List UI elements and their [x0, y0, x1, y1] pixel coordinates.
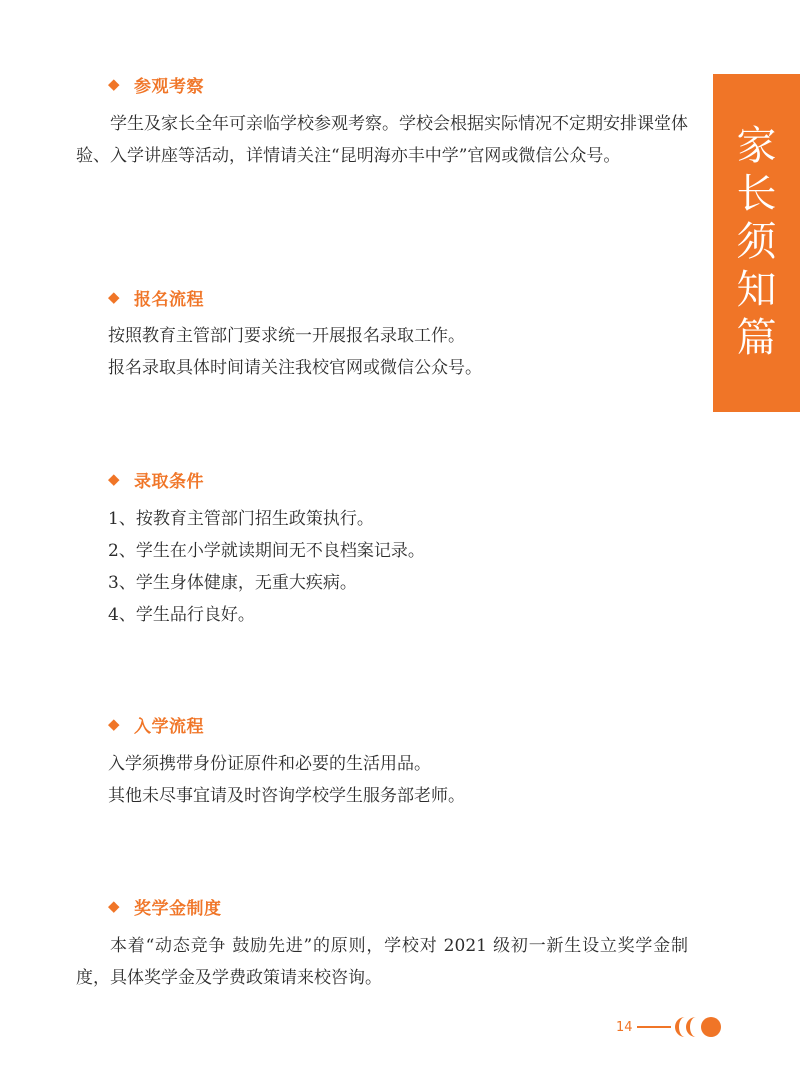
registration-line-2: 报名录取具体时间请关注我校官网或微信公众号。: [108, 358, 482, 378]
diamond-bullet-icon: ◆: [108, 75, 120, 93]
side-tab: [713, 74, 800, 412]
section-heading-scholarship: [108, 894, 222, 918]
admission-item-3: 3、学生身体健康，无重大疾病。: [108, 573, 357, 593]
diamond-bullet-icon: ◆: [108, 288, 120, 306]
section-heading-registration: [108, 285, 204, 309]
section-title: 参观考察: [134, 76, 204, 97]
side-tab-title: 家长须知篇: [736, 123, 777, 361]
enrollment-line-2: 其他未尽事宜请及时咨询学校学生服务部老师。: [108, 786, 465, 806]
section-paragraph-scholarship: 本着“动态竞争 鼓励先进”的原则，学校对 2021 级初一新生设立奖学金制度，具体奖学金及学费政策请来校咨询。: [76, 936, 688, 988]
section-heading-admission: [108, 467, 204, 491]
registration-line-1: 按照教育主管部门要求统一开展报名录取工作。: [108, 326, 465, 346]
section-title: 录取条件: [134, 471, 204, 492]
section-title: 奖学金制度: [134, 898, 222, 919]
diamond-bullet-icon: ◆: [108, 470, 120, 488]
diamond-bullet-icon: ◆: [108, 897, 120, 915]
enrollment-line-1: 入学须携带身份证原件和必要的生活用品。: [108, 754, 431, 774]
footer-rule: [637, 1026, 671, 1028]
diamond-bullet-icon: ◆: [108, 715, 120, 733]
footer-dots-icon: [675, 1016, 723, 1038]
page-number: 14: [616, 1019, 633, 1035]
section-heading-enrollment: [108, 712, 204, 736]
section-title: 报名流程: [134, 289, 204, 310]
section-title: 入学流程: [134, 716, 204, 737]
admission-item-1: 1、按教育主管部门招生政策执行。: [108, 509, 374, 529]
admission-item-2: 2、学生在小学就读期间无不良档案记录。: [108, 541, 425, 561]
page-footer: [616, 1016, 723, 1038]
section-paragraph-visit: 学生及家长全年可亲临学校参观考察。学校会根据实际情况不定期安排课堂体验、入学讲座等活动，详情请关注“昆明海亦丰中学”官网或微信公众号。: [76, 114, 688, 166]
section-heading-visit: [108, 72, 204, 96]
admission-item-4: 4、学生品行良好。: [108, 605, 255, 625]
